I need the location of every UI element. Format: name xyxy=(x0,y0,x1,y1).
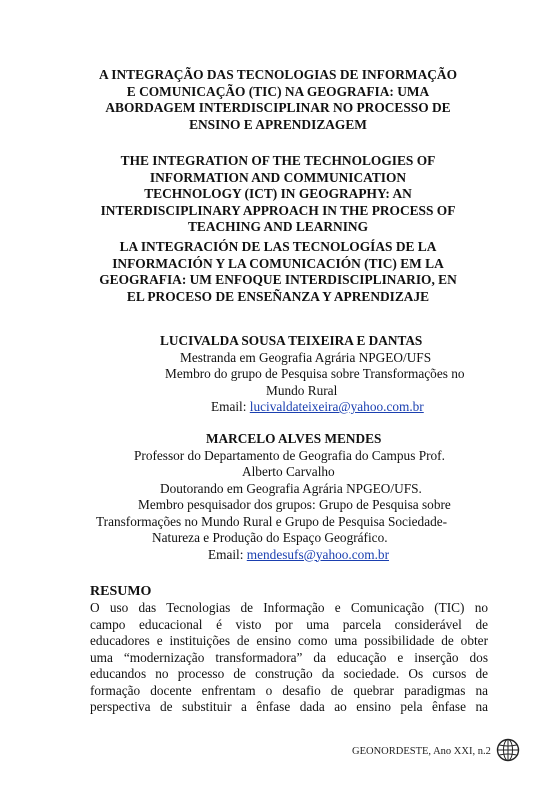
email-label: Email: xyxy=(208,546,247,562)
resumo-line: educandos no processo de construção da sociedade. Os cursos de xyxy=(90,666,488,681)
author-name: MARCELO ALVES MENDES xyxy=(206,431,382,446)
title-line: INTERDISCIPLINARY APPROACH IN THE PROCESS OF xyxy=(100,202,456,218)
title-line: E COMUNICAÇÃO (TIC) NA GEOGRAFIA: UMA xyxy=(126,83,430,99)
resumo-line: uma “modernização transformadora” da educação e inserção dos xyxy=(90,649,488,665)
title-line: TECHNOLOGY (ICT) IN GEOGRAPHY: AN xyxy=(144,186,412,202)
title-line: INFORMATION AND COMMUNICATION xyxy=(149,169,407,185)
resumo-line: perspectiva de substituir a ênfase dada ao ensino pela ênfase na xyxy=(90,699,488,714)
title-line: LA INTEGRACIÓN DE LAS TECNOLOGÍAS DE LA xyxy=(119,239,437,254)
title-line: TEACHING AND LEARNING xyxy=(187,219,369,235)
author-name: LUCIVALDA SOUSA TEIXEIRA E DANTAS xyxy=(160,333,423,348)
email-link[interactable]: mendesufs@yahoo.com.br xyxy=(246,546,390,562)
resumo-line: educadores e instituições de ensino como uma possibilidade de obter xyxy=(90,633,488,648)
author-block-2 xyxy=(86,431,486,563)
author-affiliation: Mundo Rural xyxy=(266,382,338,398)
author-affiliation: Membro pesquisador dos grupos: Grupo de Pesquisa sobre xyxy=(138,497,451,512)
author-email-line xyxy=(120,399,520,416)
author-email-line xyxy=(86,547,486,564)
author-affiliation: Alberto Carvalho xyxy=(242,464,335,479)
author-block-1 xyxy=(120,333,520,416)
title-portuguese xyxy=(60,67,496,133)
journal-footer: GEONORDESTE, Ano XXI, n.2 xyxy=(352,746,491,757)
resumo-line: O uso das Tecnologias de Informação e Comunicação (TIC) no xyxy=(90,600,488,615)
title-line: THE INTEGRATION OF THE TECHNOLOGIES OF xyxy=(120,153,436,168)
resumo-line: campo educacional é visto por uma parcela considerável de xyxy=(90,616,488,632)
title-line: GEOGRAFIA: UM ENFOQUE INTERDISCIPLINARIO, EN xyxy=(99,272,457,288)
author-affiliation: Doutorando em Geografia Agrária NPGEO/UFS. xyxy=(160,480,422,496)
resumo-line: formação docente enfrentam o desafio de quebrar paradigmas na xyxy=(90,682,488,698)
author-affiliation: Membro do grupo de Pesquisa sobre Transformações no xyxy=(165,366,465,381)
title-line: ENSINO E APRENDIZAGEM xyxy=(189,116,367,132)
title-line: INFORMACIÓN Y LA COMUNICACIÓN (TIC) EM LA xyxy=(112,255,444,271)
resumo-paragraph xyxy=(90,600,488,716)
title-line: A INTEGRAÇÃO DAS TECNOLOGIAS DE INFORMAÇÃO xyxy=(99,67,457,82)
title-english xyxy=(60,153,496,236)
globe-logo-icon xyxy=(496,738,520,762)
author-affiliation: Natureza e Produção do Espaço Geográfico. xyxy=(152,530,388,545)
title-line: EL PROCESO DE ENSEÑANZA Y APRENDIZAJE xyxy=(126,288,430,304)
author-affiliation: Mestranda em Geografia Agrária NPGEO/UFS xyxy=(180,349,432,365)
resumo-heading: RESUMO xyxy=(90,584,152,599)
title-line: ABORDAGEM INTERDISCIPLINAR NO PROCESSO DE xyxy=(105,100,451,116)
author-affiliation: Professor do Departamento de Geografia do Campus Prof. xyxy=(134,447,445,463)
title-spanish xyxy=(60,239,496,305)
email-label: Email: xyxy=(211,399,250,414)
email-link[interactable]: lucivaldateixeira@yahoo.com.br xyxy=(249,399,424,414)
author-affiliation: Transformações no Mundo Rural e Grupo de Pesquisa Sociedade- xyxy=(96,513,448,529)
